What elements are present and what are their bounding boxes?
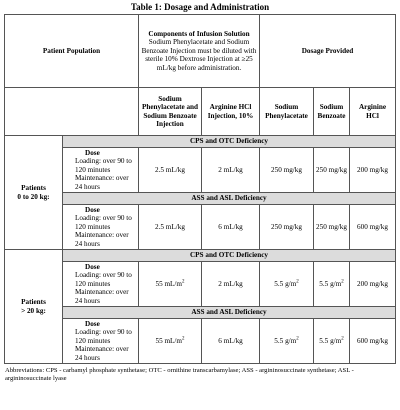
value-cell: 5.5 $g/m^2$ xyxy=(314,319,350,364)
section-title: CPS and OTC Deficiency xyxy=(63,136,396,148)
population-line2: 0 to 20 kg: xyxy=(17,192,50,201)
table-row xyxy=(5,319,396,364)
value-cell: 250 mg/kg xyxy=(314,148,350,193)
dose-cell xyxy=(63,205,139,250)
value-cell: 55 $mL/m^2$ xyxy=(139,319,202,364)
value-cell: 250 mg/kg xyxy=(260,148,314,193)
table-row xyxy=(5,205,396,250)
section-row xyxy=(5,136,396,148)
section-title: ASS and ASL Deficiency xyxy=(63,307,396,319)
value-cell: 2 mL/kg xyxy=(202,148,260,193)
dose-cell xyxy=(63,319,139,364)
population-line1: Patients xyxy=(21,298,46,307)
dose-text: Loading: over 90 to 120 minutes Maintenance: over 24 hours xyxy=(75,157,132,191)
value-cell: 200 mg/kg xyxy=(350,148,396,193)
value-cell: 200 mg/kg xyxy=(350,262,396,307)
value-cell: 2.5 mL/kg xyxy=(139,205,202,250)
components-note: Sodium Phenylacetate and Sodium Benzoate Injection must be diluted with sterile 10% Dextrose Injection at ≥25 mL/kg before administration. xyxy=(141,38,257,72)
section-row xyxy=(5,250,396,262)
value-cell: 600 mg/kg xyxy=(350,319,396,364)
dose-text: Loading: over 90 to 120 minutes Maintenance: over 24 hours xyxy=(75,328,132,362)
table-row xyxy=(5,148,396,193)
sub-header-spsb: Sodium Phenylacetate and Sodium Benzoate Injection xyxy=(139,88,202,136)
sub-header-sodium-benzoate: Sodium Benzoate xyxy=(314,88,350,136)
value-cell: 6 mL/kg xyxy=(202,319,260,364)
population-cell xyxy=(5,250,63,364)
value-cell: 600 mg/kg xyxy=(350,205,396,250)
header-row-1 xyxy=(5,15,396,88)
sub-header-arginine-injection: Arginine HCl Injection, 10% xyxy=(202,88,260,136)
population-line2: > 20 kg: xyxy=(21,306,46,315)
population-cell xyxy=(5,136,63,250)
section-row xyxy=(5,193,396,205)
sub-header-sodium-phenylacetate: Sodium Phenylacetate xyxy=(260,88,314,136)
value-cell: 6 mL/kg xyxy=(202,205,260,250)
dose-title: Dose xyxy=(85,205,100,214)
table-caption: Table 1: Dosage and Administration xyxy=(130,2,270,12)
value-cell: 250 mg/kg xyxy=(260,205,314,250)
dose-cell xyxy=(63,262,139,307)
dose-title: Dose xyxy=(85,319,100,328)
patient-population-header: Patient Population xyxy=(5,15,139,88)
value-cell: 5.5 $g/m^2$ xyxy=(314,262,350,307)
sub-header-arginine-hcl: Arginine HCl xyxy=(350,88,396,136)
dosage-provided-header: Dosage Provided xyxy=(260,15,396,88)
value-cell: 5.5 $g/m^2$ xyxy=(260,319,314,364)
section-title: ASS and ASL Deficiency xyxy=(63,193,396,205)
value-cell: 2 mL/kg xyxy=(202,262,260,307)
dose-title: Dose xyxy=(85,148,100,157)
value-cell: 250 mg/kg xyxy=(314,205,350,250)
footnote: Abbreviations: CPS - carbamyl phosphate synthetase; OTC - ornithine transcarbamylase; ASS - argininosuccinate synthetase; ASL - argininosuccinate lyase xyxy=(5,367,354,382)
header-row-2 xyxy=(5,88,396,136)
components-header xyxy=(139,15,260,88)
dose-text: Loading: over 90 to 120 minutes Maintenance: over 24 hours xyxy=(75,214,132,248)
dose-cell xyxy=(63,148,139,193)
dose-title: Dose xyxy=(85,262,100,271)
value-cell: 5.5 $g/m^2$ xyxy=(260,262,314,307)
dosage-table xyxy=(4,14,396,364)
table-row xyxy=(5,262,396,307)
section-row xyxy=(5,307,396,319)
value-cell: 55 $mL/m^2$ xyxy=(139,262,202,307)
value-cell: 2.5 mL/kg xyxy=(139,148,202,193)
section-title: CPS and OTC Deficiency xyxy=(63,250,396,262)
header-blank xyxy=(5,88,139,136)
components-title: Components of Infusion Solution xyxy=(148,29,250,38)
dose-text: Loading: over 90 to 120 minutes Maintenance: over 24 hours xyxy=(75,271,132,305)
population-line1: Patients xyxy=(21,184,46,193)
